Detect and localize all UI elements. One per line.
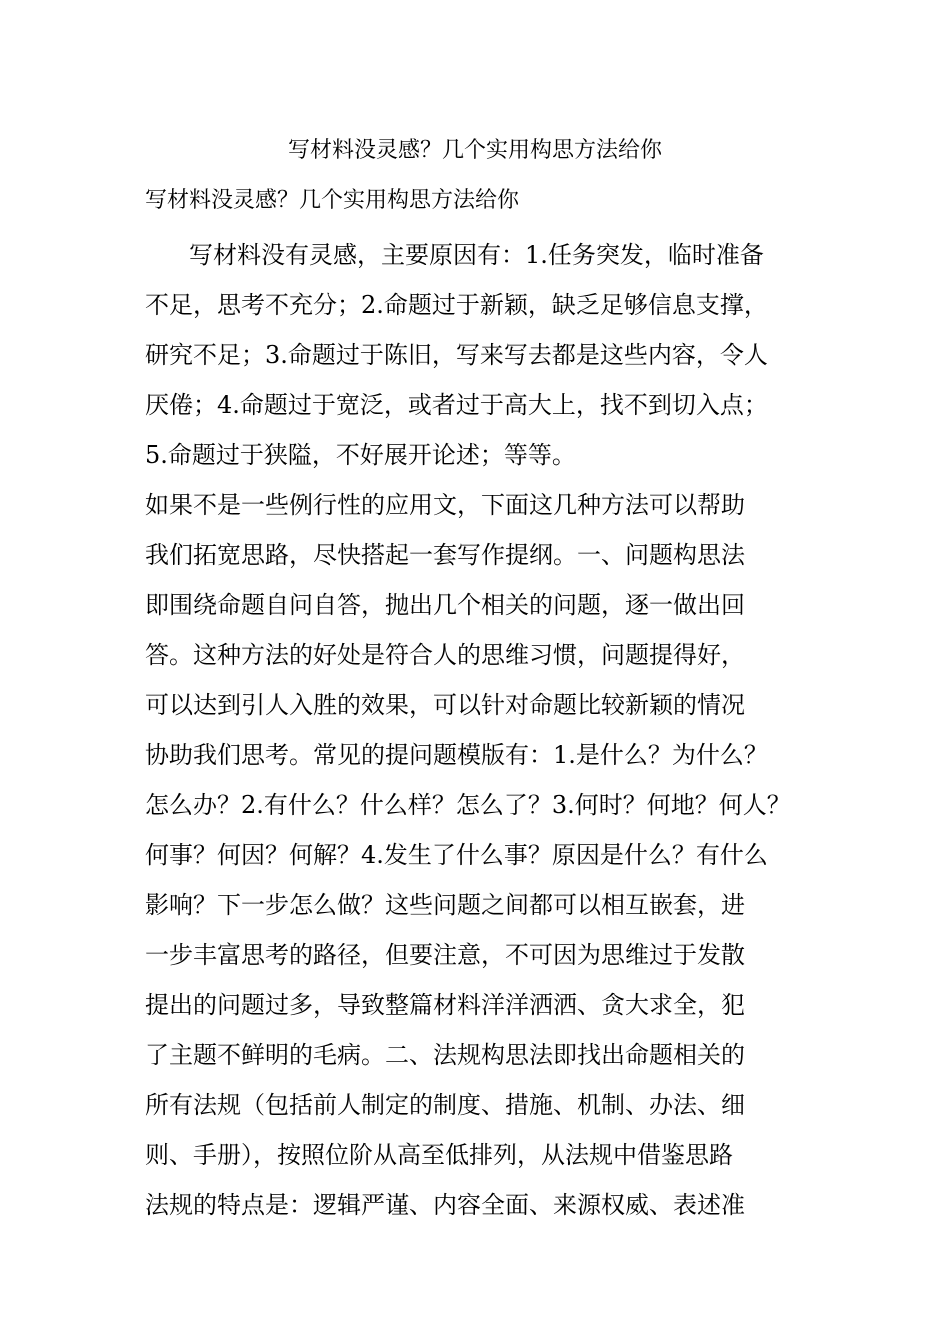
body-line: 协助我们思考。常见的提问题模版有：1.是什么？为什么？ bbox=[145, 741, 768, 769]
document-subtitle: 写材料没灵感？几个实用构思方法给你 bbox=[145, 188, 520, 213]
body-line: 我们拓宽思路，尽快搭起一套写作提纲。一、问题构思法 bbox=[145, 541, 745, 569]
body-line: 5.命题过于狭隘，不好展开论述；等等。 bbox=[145, 441, 576, 469]
document-title: 写材料没灵感？几个实用构思方法给你 bbox=[287, 138, 662, 163]
body-line: 一步丰富思考的路径，但要注意，不可因为思维过于发散 bbox=[145, 941, 745, 969]
body-line: 法规的特点是：逻辑严谨、内容全面、来源权威、表述准 bbox=[145, 1191, 745, 1219]
document-body bbox=[145, 230, 845, 1230]
body-line: 如果不是一些例行性的应用文，下面这几种方法可以帮助 bbox=[145, 491, 745, 519]
body-line: 了主题不鲜明的毛病。二、法规构思法即找出命题相关的 bbox=[145, 1041, 745, 1069]
body-line: 厌倦；4.命题过于宽泛，或者过于高大上，找不到切入点； bbox=[145, 391, 768, 419]
body-line: 不足，思考不充分；2.命题过于新颖，缺乏足够信息支撑， bbox=[145, 291, 768, 319]
body-line: 研究不足；3.命题过于陈旧，写来写去都是这些内容，令人 bbox=[145, 341, 768, 369]
body-line: 即围绕命题自问自答，抛出几个相关的问题，逐一做出回 bbox=[145, 591, 745, 619]
body-line: 提出的问题过多，导致整篇材料洋洋洒洒、贪大求全，犯 bbox=[145, 991, 745, 1019]
body-line: 可以达到引人入胜的效果，可以针对命题比较新颖的情况 bbox=[145, 691, 745, 719]
body-line: 则、手册），按照位阶从高至低排列，从法规中借鉴思路 bbox=[145, 1141, 733, 1169]
body-line: 怎么办？2.有什么？什么样？怎么了？3.何时？何地？何人？ bbox=[145, 791, 791, 819]
body-line: 何事？何因？何解？4.发生了什么事？原因是什么？有什么 bbox=[145, 841, 768, 869]
body-line: 写材料没有灵感，主要原因有：1.任务突发，临时准备 bbox=[189, 241, 764, 269]
body-line: 影响？下一步怎么做？这些问题之间都可以相互嵌套，进 bbox=[145, 891, 745, 919]
body-line: 答。这种方法的好处是符合人的思维习惯，问题提得好， bbox=[145, 641, 745, 669]
body-line: 所有法规（包括前人制定的制度、措施、机制、办法、细 bbox=[145, 1091, 745, 1119]
